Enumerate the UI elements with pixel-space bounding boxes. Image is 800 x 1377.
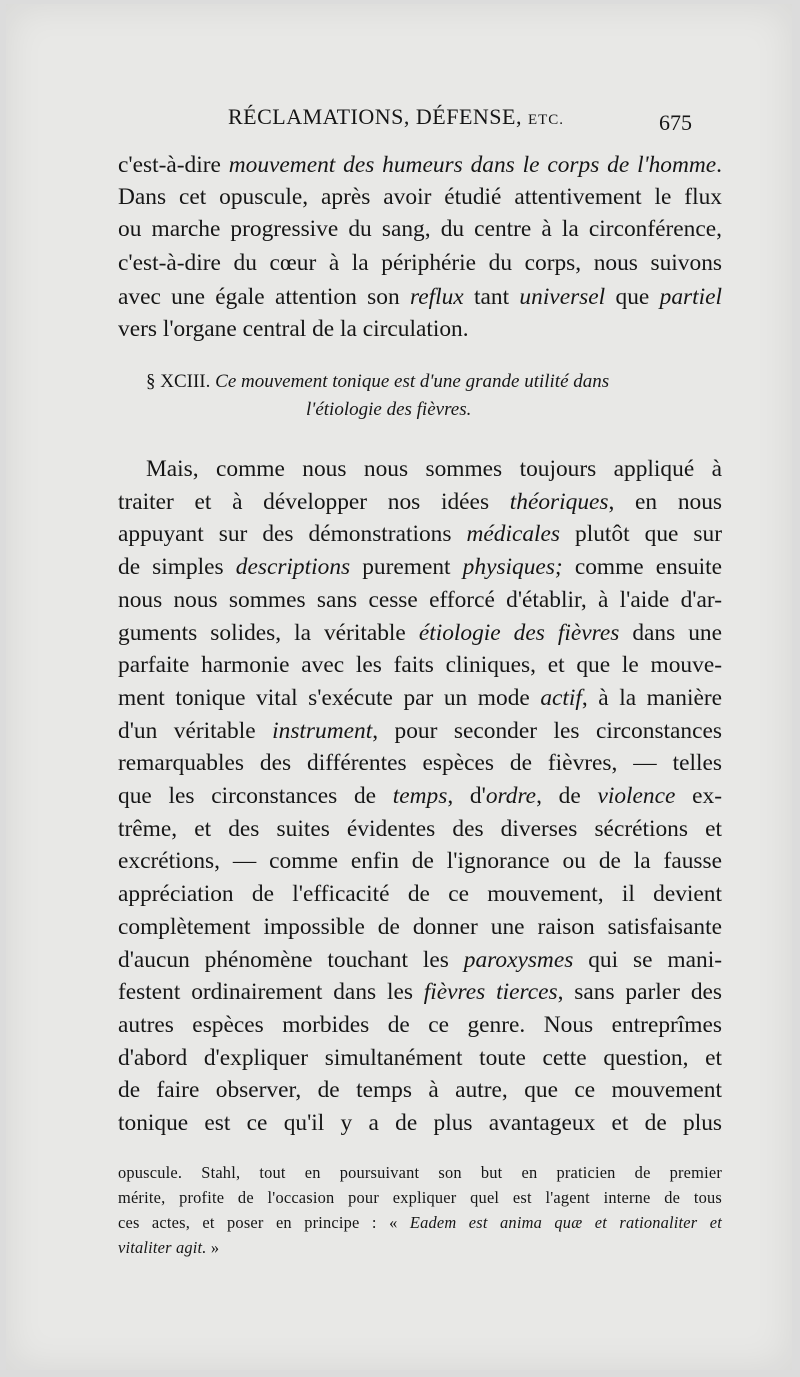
section-title-line1: Ce mouvement tonique est d'une grande utilité dans	[215, 371, 610, 392]
text-line: autres espèces morbides de ce genre. Nous entreprîmes	[118, 1011, 722, 1038]
text-line: de faire observer, de temps à autre, que ce mouvement	[118, 1077, 722, 1104]
text-line: c'est-à-dire du cœur à la périphérie du corps, nous suivons	[118, 250, 722, 276]
running-header	[118, 104, 692, 138]
text-line: nous nous sommes sans cesse efforcé d'établir, à l'aide d'ar-	[118, 586, 722, 613]
text-line: trême, et des suites évidentes des diverses sécrétions et	[118, 815, 722, 842]
text-line: appréciation de l'efficacité de ce mouvement, il devient	[118, 881, 722, 908]
running-title: RÉCLAMATIONS, DÉFENSE, ETC.	[228, 104, 565, 129]
footnote-line: mérite, profite de l'occasion pour expliquer quel est l'agent interne de tous	[118, 1188, 722, 1207]
text-line: ou marche progressive du sang, du centre à la circonférence,	[118, 216, 722, 242]
text-line: avec une égale attention son reflux tant universel que partiel	[118, 284, 722, 310]
text-line: parfaite harmonie avec les faits cliniques, et que le mouve-	[118, 652, 722, 679]
text-line: guments solides, la véritable étiologie des fièvres dans une	[118, 619, 723, 646]
text-line: festent ordinairement dans les fièvres tierces, sans parler des	[118, 979, 722, 1006]
text-line: tonique est ce qu'il y a de plus avantageux et de plus	[118, 1110, 722, 1136]
footnote-line: ces actes, et poser en principe : « Eadem est anima quæ et rationaliter et	[118, 1213, 722, 1232]
section-heading	[146, 371, 609, 393]
text-line: d'aucun phénomène touchant les paroxysmes qui se mani-	[118, 946, 722, 973]
text-line: Mais, comme nous nous sommes toujours appliqué à	[146, 456, 722, 482]
text-line: c'est-à-dire mouvement des humeurs dans le corps de l'homme.	[118, 152, 722, 178]
footnote-line: opuscule. Stahl, tout en poursuivant son but en praticien de premier	[118, 1163, 722, 1182]
text-line: d'abord d'expliquer simultanément toute cette question, et	[118, 1044, 722, 1071]
text-line: d'un véritable instrument, pour seconder les circonstances	[118, 717, 722, 744]
text-line: de simples descriptions purement physiques; comme ensuite	[118, 554, 723, 581]
footnote-line: vitaliter agit. »	[118, 1238, 220, 1257]
section-number: § XCIII.	[146, 371, 211, 392]
text-line: que les circonstances de temps, d'ordre, de violence ex-	[118, 783, 722, 809]
section-title-line2: l'étiologie des fièvres.	[306, 399, 472, 420]
text-line: appuyant sur des démonstrations médicales plutôt que sur	[118, 521, 722, 548]
text-line: vers l'organe central de la circulation.	[118, 316, 469, 342]
text-line: Dans cet opuscule, après avoir étudié attentivement le flux	[118, 184, 722, 210]
page-number: 675	[659, 110, 692, 135]
text-line: ment tonique vital s'exécute par un mode actif, à la manière	[118, 684, 722, 711]
text-line: traiter et à développer nos idées théoriques, en nous	[118, 488, 723, 515]
text-line: remarquables des différentes espèces de fièvres, — telles	[118, 750, 722, 777]
section-heading-continued	[306, 399, 471, 421]
text-line: excrétions, — comme enfin de l'ignorance ou de la fausse	[118, 848, 722, 875]
text-line: complètement impossible de donner une raison satisfaisante	[118, 913, 722, 940]
